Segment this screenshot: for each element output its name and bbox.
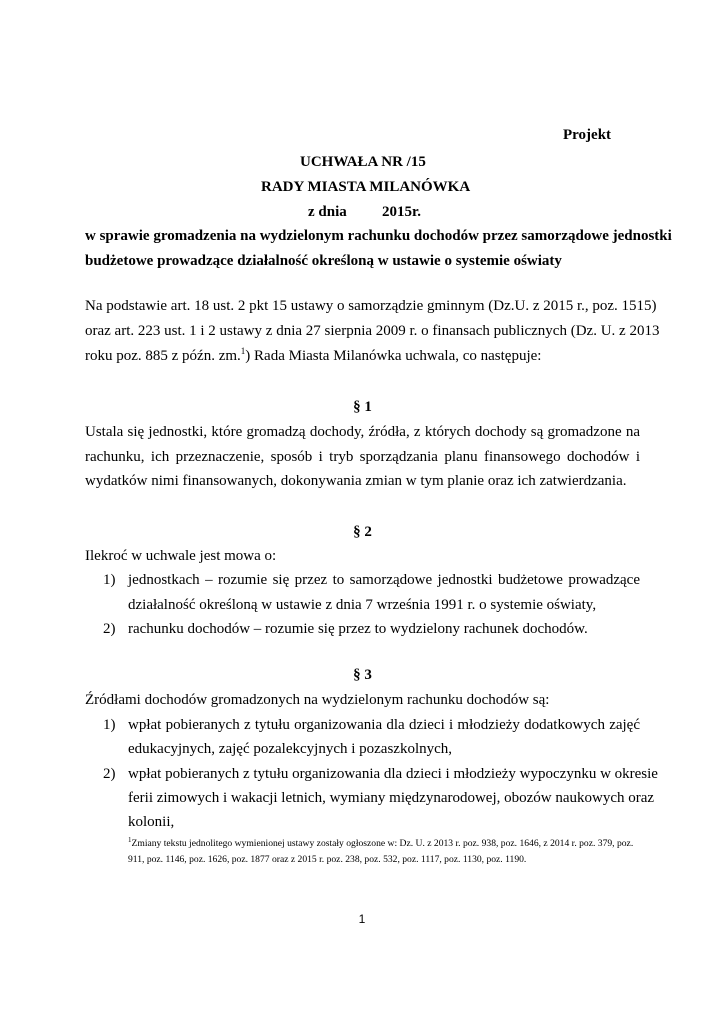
footnote-marker: 1 [128,835,132,844]
footnote-line-1: $^1$Zmiany tekstu jednolitego wymienionej ustawy zostały ogłoszone w: Dz. U. z 2013 r. poz. 938, poz. 1646, z 2014 r. poz. 379, poz. [128,835,634,849]
section-3-item-2-marker: 2) [103,766,116,782]
date-label: z dnia [308,204,347,220]
section-2-item-1-line-2: działalność określoną w ustawie z dnia 7 września 1991 r. o systemie oświaty, [128,597,597,613]
footnote-line-2: 911, poz. 1146, poz. 1626, poz. 1877 oraz z 2015 r. poz. 238, poz. 532, poz. 1117, poz. 1130, poz. 1190. [128,854,527,865]
resolution-number: UCHWAŁA NR /15 [300,154,426,170]
preamble-line-2: oraz art. 223 ust. 1 i 2 ustawy z dnia 27 sierpnia 2009 r. o finansach publicznych (Dz. U. z 2013 [85,323,660,339]
footnote-reference: 1 [240,346,246,356]
section-2-item-2-marker: 2) [103,621,116,637]
section-3-item-1-line-2: edukacyjnych, zajęć pozalekcyjnych i pozaszkolnych, [128,741,453,757]
section-3-item-2-line-2: ferii zimowych i wakacji letnich, wymiany międzynarodowej, obozów naukowych oraz [128,790,655,806]
section-1-line-3: wydatków nimi finansowanych, dokonywania zmian w tym planie oraz ich zatwierdzania. [85,473,627,489]
page-number: 1 [358,912,366,926]
section-3-item-2-line-1: wpłat pobieranych z tytułu organizowania dla dzieci i młodzieży wypoczynku w okresie [128,766,658,782]
council-name: RADY MIASTA MILANÓWKA [261,179,471,195]
date-year: 2015r. [382,204,422,220]
section-1-line-2: rachunku, ich przeznaczenie, sposób i tryb sporządzania planu finansowego dochodów i [85,449,640,465]
section-2-heading: § 2 [353,524,372,540]
section-2-item-2-line-1: rachunku dochodów – rozumie się przez to wydzielony rachunek dochodów. [128,621,588,637]
section-2-item-1-marker: 1) [103,572,116,588]
section-3-item-1-line-1: wpłat pobieranych z tytułu organizowania dla dzieci i młodzieży dodatkowych zajęć [128,717,640,733]
preamble-line-1: Na podstawie art. 18 ust. 2 pkt 15 ustawy o samorządzie gminnym (Dz.U. z 2015 r., poz. 1515) [85,298,657,314]
preamble-line-3: roku poz. 885 z późn. zm.$^1$) Rada Miasta Milanówka uchwala, co następuje: [85,346,542,364]
section-2-item-1-line-1: jednostkach – rozumie się przez to samorządowe jednostki budżetowe prowadzące [128,572,640,588]
section-3-item-1-marker: 1) [103,717,116,733]
projekt-label: Projekt [563,127,612,143]
section-3-heading: § 3 [353,667,372,683]
section-1-heading: § 1 [353,399,372,415]
section-3-item-2-line-3: kolonii, [128,814,175,830]
section-1-line-1: Ustala się jednostki, które gromadzą dochody, źródła, z których dochody są gromadzone na [85,424,640,440]
subject-line-1: w sprawie gromadzenia na wydzielonym rachunku dochodów przez samorządowe jednostki [85,228,672,244]
subject-line-2: budżetowe prowadzące działalność określoną w ustawie o systemie oświaty [85,253,562,269]
section-3-intro: Źródłami dochodów gromadzonych na wydzielonym rachunku dochodów są: [85,692,550,708]
section-2-intro: Ilekroć w uchwale jest mowa o: [85,548,277,564]
